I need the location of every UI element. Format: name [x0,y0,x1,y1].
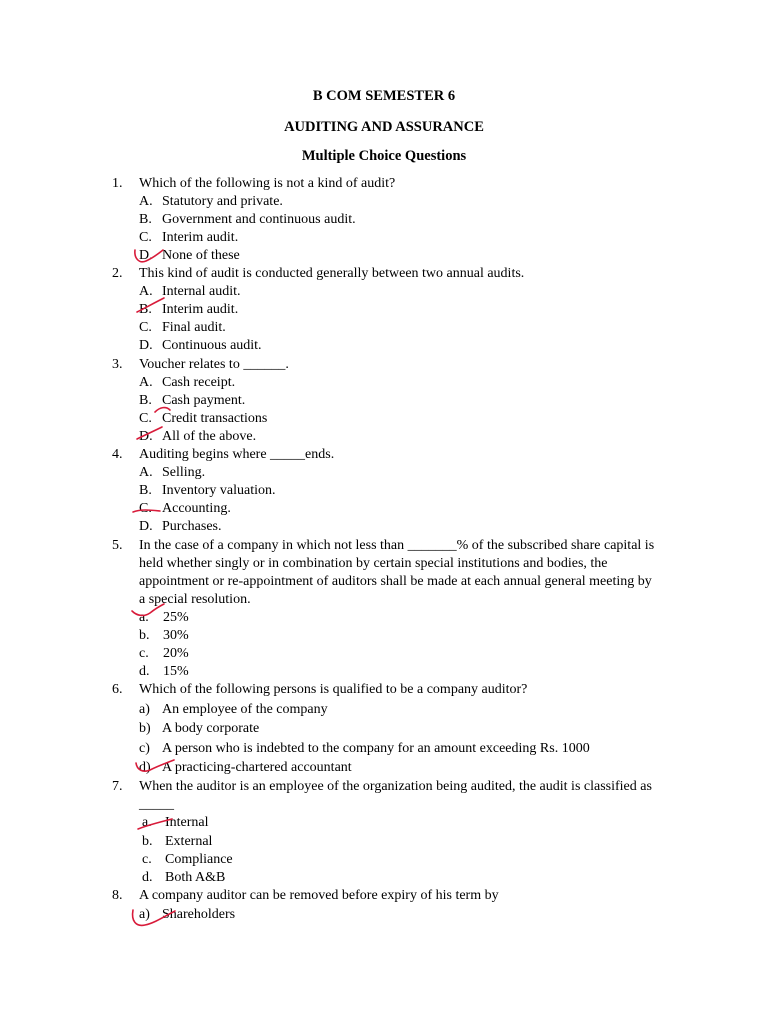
option-label: D. [139,519,153,534]
option-text: None of these [162,248,240,263]
option-text: Cash receipt. [162,375,236,390]
option-text: An employee of the company [162,702,328,717]
option-label: b. [142,834,153,849]
option-label: B. [139,393,152,408]
option-label: B. [139,483,152,498]
option-label: c. [139,646,149,661]
option-text: Inventory valuation. [162,483,276,498]
option-label: C. [139,411,152,426]
option-label: a) [139,907,150,922]
option-text: Cash payment. [162,393,246,408]
option-text: A body corporate [162,721,260,736]
option-text: All of the above. [162,429,257,444]
question-text: In the case of a company in which not less than _______% of the subscribed share capital is held whether singly or in combination by certain special institutions and bodies, the appointment or re-appointment of auditors shall be made at each annual general meeting by a special resolution. [139,538,655,607]
option-text: A person who is indebted to the company for an amount exceeding Rs. 1000 [162,741,590,756]
option-label: a. [142,815,152,830]
option-label: d) [139,760,151,775]
question-text: This kind of audit is conducted generally between two annual audits. [139,266,525,281]
question-number: 8. [112,888,123,903]
option-text: 30% [163,628,189,643]
question-text: A company auditor can be removed before expiry of his term by [139,888,499,903]
option-text: Statutory and private. [162,194,283,209]
option-text: Selling. [162,465,206,480]
option-label: A. [139,284,153,299]
option-label: d. [139,664,150,679]
subject-title: AUDITING AND ASSURANCE [284,119,484,135]
option-text: Accounting. [162,501,231,516]
option-text: Shareholders [162,907,236,922]
option-text: Government and continuous audit. [162,212,356,227]
option-label: C. [139,320,152,335]
option-text: A practicing-chartered accountant [162,760,352,775]
option-label: d. [142,870,153,885]
question-number: 5. [112,538,123,553]
option-label: D. [139,248,153,263]
option-label: b) [139,721,151,736]
question-text: Auditing begins where _____ends. [139,447,335,462]
option-label: D. [139,338,153,353]
question-number: 4. [112,447,123,462]
option-text: Final audit. [162,320,226,335]
option-text: External [165,834,213,849]
option-label: A. [139,465,153,480]
option-text: Interim audit. [162,302,239,317]
question-text: Which of the following is not a kind of audit? [139,176,396,191]
question-number: 1. [112,176,123,191]
question-number: 6. [112,682,123,697]
question-number: 7. [112,779,123,794]
option-text: Purchases. [162,519,222,534]
option-text: 20% [163,646,189,661]
option-label: B. [139,302,152,317]
option-text: Internal audit. [162,284,241,299]
option-text: Interim audit. [162,230,239,245]
option-text: 15% [163,664,189,679]
option-label: C. [139,501,152,516]
question-text: When the auditor is an employee of the organization being audited, the audit is classified as _____ [139,779,652,812]
option-label: C. [139,230,152,245]
option-text: Internal [165,815,209,830]
option-label: c) [139,741,150,756]
course-title: B COM SEMESTER 6 [312,88,456,104]
option-label: b. [139,628,150,643]
option-label: A. [139,375,153,390]
option-text: 25% [163,610,189,625]
question-number: 3. [112,357,123,372]
option-text: Continuous audit. [162,338,262,353]
question-number: 2. [112,266,123,281]
section-title: Multiple Choice Questions [301,148,467,164]
option-text: Both A&B [165,870,226,885]
option-label: B. [139,212,152,227]
option-text: Compliance [165,852,233,867]
question-text: Which of the following persons is qualified to be a company auditor? [139,682,528,697]
option-label: a. [139,610,149,625]
option-text: Credit transactions [162,411,268,426]
question-text: Voucher relates to ______. [139,357,289,372]
option-label: D. [139,429,153,444]
option-label: a) [139,702,150,717]
option-label: A. [139,194,153,209]
option-label: c. [142,852,152,867]
